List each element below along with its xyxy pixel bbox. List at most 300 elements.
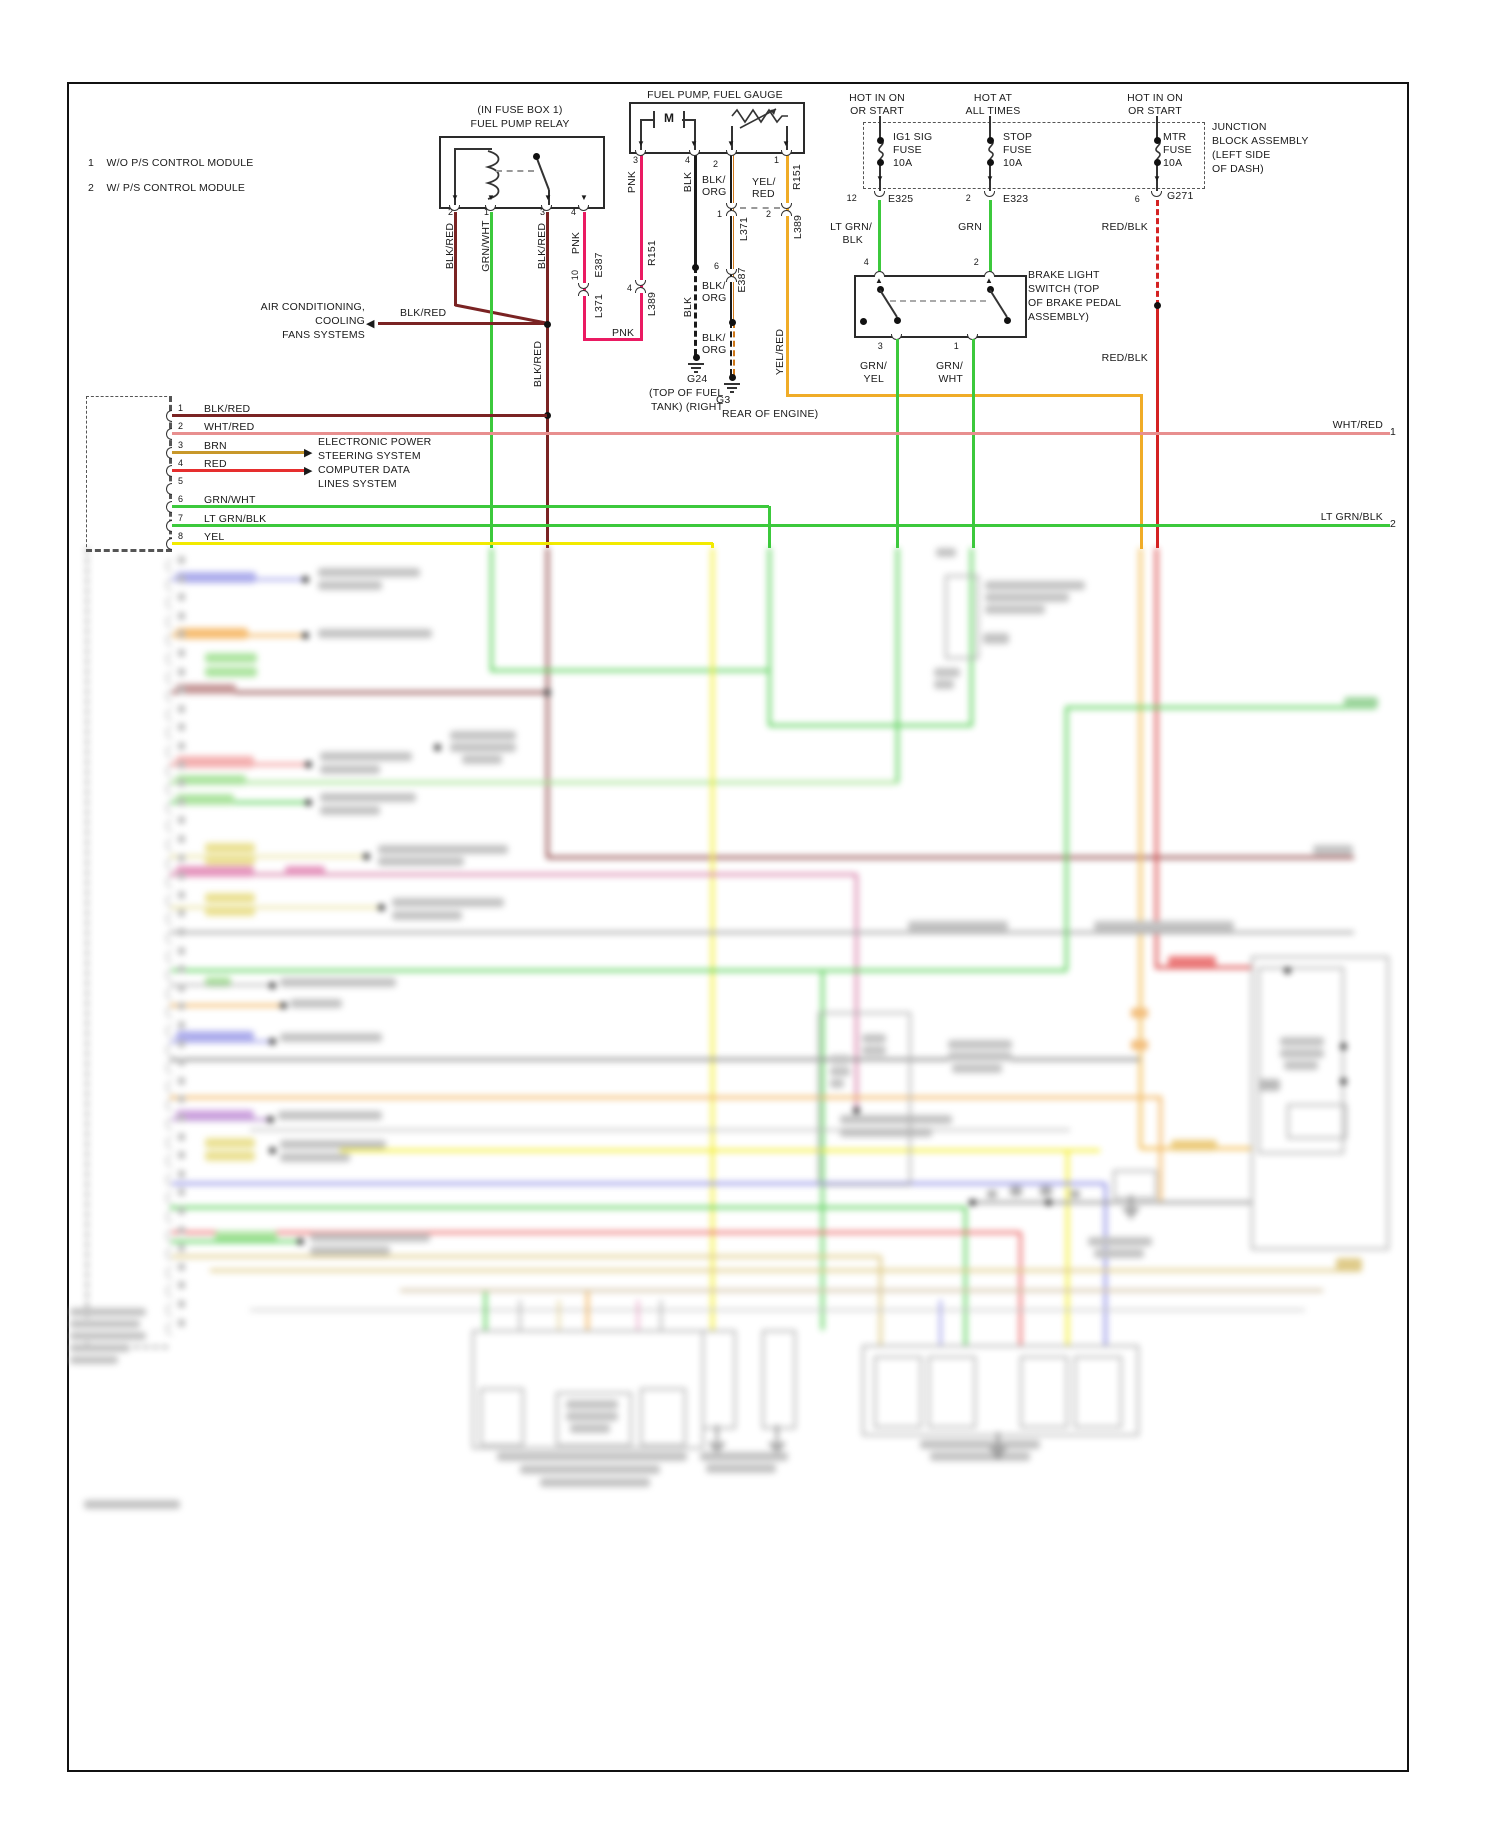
- blurred-pin-number: [178, 872, 185, 880]
- diagram-label: ▲: [875, 276, 884, 285]
- diagram-label: 1: [178, 403, 184, 413]
- wire: [170, 1206, 965, 1209]
- component-box: [945, 575, 979, 659]
- wire: [86, 548, 88, 1348]
- blurred-text: [540, 1478, 650, 1487]
- blurred-pin-number: [178, 723, 185, 731]
- component-box: [480, 1388, 524, 1446]
- note-2-num: 2: [88, 182, 95, 194]
- motor-icon: M: [653, 111, 685, 128]
- diagram-label: BLK/RED: [444, 222, 456, 270]
- blurred-pin-number: [178, 1170, 185, 1178]
- connector-arc: [166, 1118, 172, 1130]
- wire: [1159, 1097, 1162, 1204]
- diagram-label: BRN: [204, 440, 227, 452]
- blurred-text: [310, 1233, 430, 1242]
- diagram-label: 10: [570, 269, 580, 281]
- blurred-pin-number: [178, 984, 185, 992]
- wire: [546, 692, 549, 858]
- blurred-text: [1131, 1040, 1148, 1050]
- blurred-text: [1336, 1258, 1362, 1272]
- blurred-text: [205, 1138, 255, 1148]
- ground-icon: [990, 1448, 1006, 1460]
- wire: [1066, 706, 1376, 709]
- brake-switch-line2: SWITCH (TOP: [1028, 283, 1100, 295]
- fuel-pump-relay-subtitle: (IN FUSE BOX 1): [477, 104, 563, 116]
- blurred-text: [320, 752, 412, 761]
- diagram-label: BLK/RED: [400, 307, 447, 319]
- diagram-label: OR START: [1128, 105, 1182, 117]
- junction-dot: [302, 632, 309, 639]
- wire: [1065, 707, 1068, 970]
- blurred-pin-number: [178, 1077, 185, 1085]
- blurred-text: [930, 1452, 1030, 1461]
- connector-arc: [166, 709, 172, 721]
- fuel-pump-relay-title: FUEL PUMP RELAY: [470, 118, 570, 130]
- wire: [170, 1004, 283, 1007]
- diagram-label: GRN/: [859, 360, 887, 372]
- blurred-text: [1094, 921, 1234, 931]
- blurred-text: [280, 978, 396, 987]
- diagram-label: E323: [1003, 193, 1029, 205]
- junction-dot: [969, 1199, 976, 1206]
- blurred-pin-number: [178, 928, 185, 936]
- component-box: [640, 1388, 686, 1446]
- diagram-label: ▼: [782, 139, 791, 148]
- diagram-label: 1: [484, 207, 490, 217]
- connector-arc: [166, 765, 172, 777]
- junction-line1: JUNCTION: [1212, 121, 1267, 133]
- wire: [547, 856, 1354, 859]
- ground-g24-desc2: TANK) (RIGHT: [651, 401, 724, 413]
- diagram-label: 4: [571, 207, 577, 217]
- junction-dot: [1284, 967, 1291, 974]
- note-2-label: W/ P/S CONTROL MODULE: [106, 182, 246, 194]
- wire: [490, 669, 770, 672]
- blurred-pin-number: [178, 947, 185, 955]
- diagram-label: ◀: [366, 318, 375, 330]
- blurred-text: [1344, 697, 1378, 708]
- wire: [711, 548, 714, 1151]
- blurred-text: [1313, 845, 1353, 855]
- diagram-label: 7: [178, 513, 184, 523]
- ground-g3-desc: REAR OF ENGINE): [722, 408, 819, 420]
- connector-arc: [166, 1192, 172, 1204]
- diagram-label: 1: [717, 209, 723, 219]
- diagram-label: WHT/RED: [1332, 419, 1383, 431]
- component-box: [1287, 1104, 1347, 1139]
- wire: [170, 1118, 270, 1121]
- diagram-label: BLK/RED: [204, 403, 251, 415]
- blurred-text: [318, 568, 420, 577]
- blurred-pin-number: [178, 779, 185, 787]
- diagram-label: LT GRN/: [830, 221, 872, 233]
- ac-line3: FANS SYSTEMS: [282, 329, 365, 341]
- blurred-text: [378, 857, 464, 866]
- diagram-label: 6: [1134, 194, 1140, 204]
- diagram-label: 2: [965, 193, 971, 203]
- blurred-text: [205, 653, 257, 663]
- connector-arc: [166, 1099, 172, 1111]
- component-box: [702, 1330, 736, 1429]
- wire: [1104, 1183, 1107, 1346]
- blurred-pin-number: [178, 816, 185, 824]
- junction-dot: [280, 1002, 287, 1009]
- blurred-text: [280, 1033, 382, 1042]
- blurred-pin-number: [178, 1002, 185, 1010]
- blurred-text: [908, 921, 1008, 931]
- wire: [170, 1240, 300, 1243]
- diagram-label: 4: [178, 458, 184, 468]
- blurred-pin-number: [178, 1095, 185, 1103]
- blurred-text: [830, 1055, 850, 1064]
- diagram-label: ▼: [451, 193, 460, 202]
- blurred-text: [1070, 1190, 1080, 1198]
- blurred-text: [1168, 956, 1216, 967]
- diagram-label: BLK/: [702, 332, 726, 344]
- blurred-pin-number: [178, 835, 185, 843]
- blurred-text: [205, 667, 257, 677]
- diagram-label: 6: [178, 494, 184, 504]
- connector-arc: [166, 727, 172, 739]
- blurred-pin-number: [178, 1263, 185, 1271]
- diagram-label: ALL TIMES: [965, 105, 1021, 117]
- blurred-text: [318, 581, 382, 590]
- connector-arc: [166, 560, 172, 572]
- connector-arc: [166, 1062, 172, 1074]
- brake-switch-line1: BRAKE LIGHT: [1028, 269, 1100, 281]
- blurred-pin-number: [178, 556, 185, 564]
- blurred-pin-number: [178, 705, 185, 713]
- wire: [170, 1040, 272, 1043]
- blurred-text: [987, 1190, 997, 1198]
- blurred-text: [830, 1079, 844, 1088]
- diagram-label: ▶: [304, 447, 313, 459]
- diagram-label: 2: [973, 257, 979, 267]
- diagram-label: 5: [178, 476, 184, 486]
- wire: [939, 1300, 942, 1346]
- blurred-text: [176, 756, 254, 768]
- blurred-text: [985, 593, 1069, 602]
- blurred-text: [862, 1046, 886, 1055]
- blurred-text: [205, 906, 255, 916]
- blurred-pin-number: [178, 761, 185, 769]
- wire: [546, 548, 549, 694]
- connector-arc: [166, 579, 172, 591]
- blurred-text: [830, 1067, 850, 1076]
- diagram-label: 10A: [893, 157, 913, 169]
- blurred-text: [176, 866, 254, 877]
- wire: [768, 548, 771, 726]
- connector-arc: [166, 802, 172, 814]
- wire: [558, 1300, 560, 1330]
- ac-line1: AIR CONDITIONING,: [260, 301, 365, 313]
- eps-line2: STEERING SYSTEM: [318, 450, 421, 462]
- diagram-label: 8: [178, 531, 184, 541]
- blurred-text: [176, 572, 256, 583]
- blurred-text: [176, 628, 248, 639]
- junction-dot: [305, 761, 312, 768]
- blurred-pin-number: [178, 686, 185, 694]
- connector-arc: [166, 1304, 172, 1316]
- diagram-label: WHT/RED: [204, 421, 255, 433]
- blurred-pin-number: [178, 575, 185, 583]
- connector-arc: [166, 839, 172, 851]
- diagram-label: 2: [1390, 518, 1397, 530]
- diagram-label: OR START: [850, 105, 904, 117]
- connector-arc: [166, 969, 172, 981]
- connector-arc: [166, 616, 172, 628]
- ground-g24-desc1: (TOP OF FUEL: [649, 387, 724, 399]
- brake-switch-line3: OF BRAKE PEDAL: [1028, 297, 1122, 309]
- diagram-label: 3: [633, 155, 639, 165]
- diagram-label: GRN: [958, 221, 982, 233]
- component-box: [928, 1356, 976, 1428]
- junction-line4: OF DASH): [1212, 163, 1264, 175]
- diagram-label: FUSE: [1003, 144, 1032, 156]
- connector-arc: [166, 988, 172, 1000]
- connector-arc: [166, 1323, 172, 1335]
- blurred-pin-number: [178, 593, 185, 601]
- blurred-text: [934, 668, 960, 677]
- blurred-text: [497, 1452, 687, 1461]
- blurred-text: [70, 1308, 146, 1316]
- diagram-label: GRN/WHT: [480, 220, 492, 272]
- junction-dot: [267, 1116, 274, 1123]
- diagram-label: YEL: [204, 531, 225, 543]
- blurred-text: [70, 1344, 130, 1352]
- blurred-text: [1131, 1008, 1148, 1018]
- blurred-pin-number: [178, 1207, 185, 1215]
- connector-arc: [166, 1081, 172, 1093]
- blurred-text: [985, 605, 1045, 614]
- wire: [340, 1149, 1100, 1152]
- blurred-text: [936, 548, 956, 557]
- diagram-label: 2: [766, 209, 772, 219]
- diagram-label: 2: [713, 159, 719, 169]
- diagram-label: L371: [738, 216, 750, 242]
- junction-dot: [269, 1147, 276, 1154]
- wire: [210, 1269, 1352, 1272]
- junction-dot: [1340, 1043, 1347, 1050]
- blurred-text: [948, 1052, 1012, 1061]
- blurred-text: [1171, 1140, 1217, 1151]
- diagram-label: ▶: [304, 465, 313, 477]
- blurred-text: [1094, 1249, 1144, 1258]
- blurred-text: [176, 775, 246, 785]
- connector-arc: [166, 1174, 172, 1186]
- diagram-label: ▼: [986, 174, 995, 183]
- diagram-label: R151: [791, 164, 803, 190]
- diagram-label: ▼: [487, 193, 496, 202]
- wire: [711, 1150, 714, 1332]
- junction-dot: [434, 744, 441, 751]
- diagram-label: ▼: [580, 193, 589, 202]
- connector-arc: [166, 858, 172, 870]
- diagram-label: L389: [792, 214, 804, 240]
- diagram-label: ▼: [690, 139, 699, 148]
- blurred-text: [392, 898, 504, 907]
- connector-arc: [166, 1044, 172, 1056]
- diagram-label: 10A: [1003, 157, 1023, 169]
- diagram-label: YEL/RED: [774, 328, 786, 376]
- blurred-text: [1284, 1061, 1318, 1070]
- blurred-text: [320, 765, 380, 774]
- diagram-label: PNK: [626, 170, 638, 194]
- diagram-label: BLK/: [702, 280, 726, 292]
- connector-arc: [166, 932, 172, 944]
- diagram-label: BLK/: [702, 174, 726, 186]
- wire: [1066, 1150, 1069, 1346]
- diagram-label: HOT AT: [973, 92, 1013, 104]
- junction-dot: [544, 689, 551, 696]
- diagram-label: GRN/WHT: [204, 494, 256, 506]
- wire: [170, 1182, 1105, 1185]
- blurred-text: [520, 1465, 660, 1474]
- diagram-label: ▼: [727, 139, 736, 148]
- blurred-text: [983, 633, 1009, 644]
- blurred-text: [450, 731, 516, 740]
- cdl-line1: COMPUTER DATA: [318, 464, 411, 476]
- blurred-text: [70, 1332, 146, 1340]
- diagram-label: PNK: [570, 231, 582, 255]
- junction-line3: (LEFT SIDE: [1212, 149, 1271, 161]
- wire: [964, 1207, 967, 1346]
- blurred-pin-number: [178, 891, 185, 899]
- blurred-text: [310, 1246, 390, 1255]
- wire: [170, 855, 366, 858]
- blurred-pin-number: [178, 1133, 185, 1141]
- connector-arc: [166, 597, 172, 609]
- blurred-text: [1280, 1049, 1324, 1058]
- wire: [519, 1300, 521, 1330]
- blurred-pin-number: [178, 668, 185, 676]
- blurred-text: [462, 755, 502, 764]
- diagram-label: G271: [1167, 190, 1194, 202]
- connector-arc: [166, 1230, 172, 1242]
- blurred-text: [920, 1440, 1040, 1449]
- diagram-label: HOT IN ON: [1127, 92, 1183, 104]
- diagram-label: RED/BLK: [1101, 352, 1148, 364]
- wire: [484, 1292, 487, 1330]
- blurred-text: [290, 999, 342, 1008]
- diagram-label: FUSE: [893, 144, 922, 156]
- diagram-label: FUSE: [1163, 144, 1192, 156]
- diagram-label: BLK: [682, 171, 694, 193]
- blurred-pin-number: [178, 649, 185, 657]
- wire: [170, 1255, 880, 1258]
- cdl-line2: LINES SYSTEM: [318, 478, 397, 490]
- wire: [586, 1292, 589, 1330]
- wire: [170, 1231, 1020, 1234]
- note-1-num: 1: [88, 157, 95, 169]
- wire: [660, 1300, 662, 1330]
- blurred-pin-number: [178, 1151, 185, 1159]
- ground-icon: [1123, 1208, 1139, 1220]
- diagram-label: HOT IN ON: [849, 92, 905, 104]
- diagram-label: ▼: [1153, 174, 1162, 183]
- connector-arc: [166, 653, 172, 665]
- diagram-label: E387: [593, 252, 605, 278]
- blurred-text: [205, 893, 255, 903]
- ground-g3-label: G3: [716, 394, 731, 406]
- connector-arc: [166, 913, 172, 925]
- blurred-text: [278, 1111, 382, 1120]
- blurred-text: [985, 581, 1085, 590]
- blurred-text: [205, 977, 231, 987]
- blurred-text: [450, 743, 516, 752]
- blurred-text: [320, 793, 416, 802]
- connector-arc: [166, 690, 172, 702]
- blurred-text: [566, 1400, 618, 1409]
- wire: [170, 781, 897, 784]
- diagram-label: RED: [204, 458, 227, 470]
- blurred-text: [320, 806, 380, 815]
- blurred-pin-number: [178, 1281, 185, 1289]
- connector-arc: [166, 1267, 172, 1279]
- junction-line2: BLOCK ASSEMBLY: [1212, 135, 1309, 147]
- junction-dot: [378, 904, 385, 911]
- blurred-text: [1258, 1079, 1280, 1091]
- wire: [170, 906, 381, 909]
- connector-arc: [166, 895, 172, 907]
- diagram-label: 1: [953, 341, 959, 351]
- blurred-pin-number: [178, 798, 185, 806]
- blurred-text: [700, 1452, 788, 1461]
- diagram-label: LT GRN/BLK: [204, 513, 267, 525]
- connector-arc: [166, 820, 172, 832]
- diagram-label: 2: [448, 207, 454, 217]
- ac-line2: COOLING: [315, 315, 365, 327]
- diagram-label: 2: [178, 421, 184, 431]
- connector-arc: [166, 1248, 172, 1260]
- component-box: [874, 1356, 922, 1428]
- blurred-text: [205, 1151, 255, 1161]
- wire: [250, 1309, 1305, 1311]
- eps-line1: ELECTRONIC POWER: [318, 436, 432, 448]
- diagram-label: 1: [1390, 426, 1397, 438]
- wire: [896, 548, 899, 783]
- connector-arc: [166, 783, 172, 795]
- blurred-text: [1280, 1037, 1324, 1046]
- diagram-label: ORG: [702, 344, 727, 356]
- wire: [170, 873, 857, 876]
- diagram-label: 3: [178, 440, 184, 450]
- diagram-label: ▼: [544, 193, 553, 202]
- diagram-label: 3: [540, 207, 546, 217]
- wire: [769, 724, 972, 727]
- diagram-label: 4: [627, 283, 633, 293]
- blurred-pin-number: [178, 612, 185, 620]
- diagram-label: RED: [752, 188, 775, 200]
- blurred-text: [205, 843, 255, 853]
- blurred-pin-number: [178, 1040, 185, 1048]
- connector-arc: [166, 1285, 172, 1297]
- junction-dot: [1340, 1078, 1347, 1085]
- connector-arc: [166, 672, 172, 684]
- blurred-pin-number: [178, 1244, 185, 1252]
- diagram-label: L371: [593, 293, 605, 319]
- wire: [1155, 548, 1158, 968]
- diagram-label: R151: [646, 240, 658, 266]
- diagram-label: STOP: [1003, 131, 1033, 143]
- diagram-label: BLK/RED: [532, 340, 544, 388]
- diagram-label: E387: [736, 267, 748, 293]
- blurred-pin-number: [178, 854, 185, 862]
- diagram-label: 12: [846, 193, 857, 203]
- connector-arc: [166, 1025, 172, 1037]
- wire: [968, 1201, 1253, 1204]
